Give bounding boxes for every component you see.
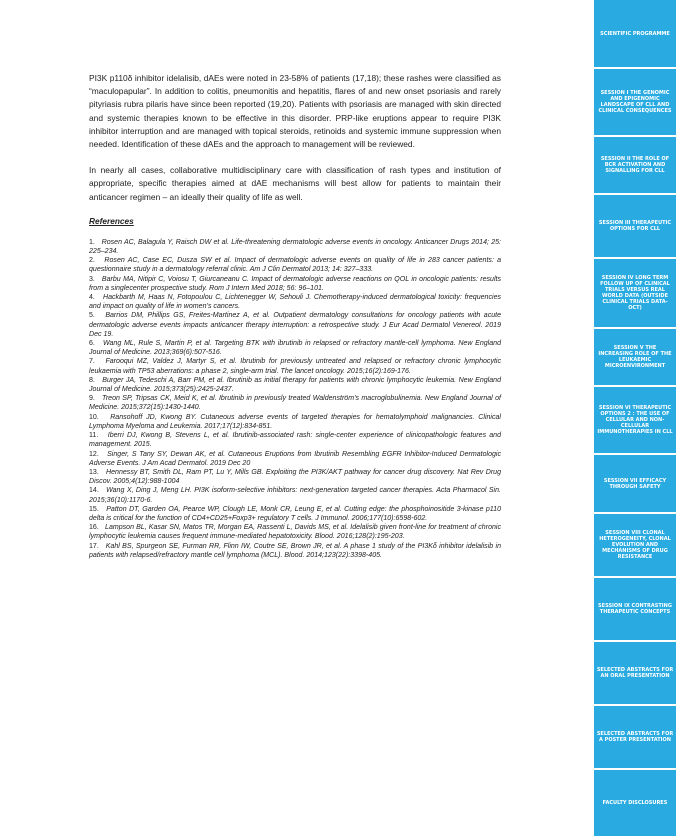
tab-faculty-disclosures[interactable]: FACULTY DISCLOSURES: [594, 770, 676, 836]
tab-session-9[interactable]: SESSION IX CONTRASTING THERAPEUTIC CONCEPTS: [594, 578, 676, 640]
reference-text: Wang ML, Rule S, Martin P, et al. Targeting BTK with ibrutinib in relapsed or refractory mantle-cell lymphoma. New England Journal of Medicine. 2013;369(6):507-516.: [89, 340, 501, 357]
reference-number: 3.: [89, 275, 95, 283]
reference-text: Lampson BL, Kasar SN, Matos TR, Morgan EA, Rassenti L, Davids MS, et al. Idelalisib given front-line for treatment of chronic lymphocytic leukemia causes frequent immune-mediated hepatotoxicity. Blood. 2016;128(2):195-203.: [89, 524, 502, 541]
reference-item: [89, 523, 501, 541]
reference-number: 11.: [89, 432, 99, 440]
tab-selected-abstracts-poster[interactable]: SELECTED ABSTRACTS FOR A POSTER PRESENTATION: [594, 706, 676, 768]
reference-number: 2.: [89, 257, 95, 265]
reference-number: 17.: [89, 542, 99, 550]
reference-text: Patton DT, Garden OA, Pearce WP, Clough LE, Monk CR, Leung E, et al. Cutting edge: the phosphoinositide 3-kinase p110 delta is critical for the function of CD4+CD25+Foxp3+ regulatory T cells. J Immunol. 2006;177(10):6598-602.: [89, 505, 501, 522]
reference-text: Ransohoff JD, Kwong BY. Cutaneous adverse events of targeted therapies for hematolymphoid malignancies. Clinical Lymphoma Myeloma and Leukemia. 2017;17(12):834-851.: [89, 413, 502, 430]
reference-item: [89, 394, 501, 412]
reference-number: 14.: [89, 487, 99, 495]
reference-text: Rosen AC, Balagula Y, Raisch DW et al. Life-threatening dermatologic adverse events in oncology. Anticancer Drugs 2014; 25: 225–234.: [89, 238, 502, 256]
reference-number: 15.: [89, 505, 99, 513]
reference-item: [89, 275, 501, 293]
main-content: [89, 72, 501, 560]
body-paragraph-2: In nearly all cases, collaborative multidisciplinary care with classification of rash types and institution of appropriate, specific therapies aimed at dAE mechanisms will best allow for patients to maintain their anticancer regimen – an ideally their quality of life as well.: [89, 165, 501, 202]
reference-item: [89, 376, 501, 394]
reference-item: [89, 542, 501, 560]
reference-text: Hackbarth M, Haas N, Fotopoulou C, Lichtenegger W, Sehouli J. Chemotherapy-induced dermatological toxicity: frequencies and impact on quality of life in women’s cancers.: [89, 294, 502, 311]
reference-number: 13.: [89, 468, 99, 476]
reference-number: 6.: [89, 340, 95, 348]
reference-text: Burger JA, Tedeschi A, Barr PM, et al. Ibrutinib as initial therapy for patients with chronic lymphocytic leukemia. New England Journal of Medicine. 2015;373(25):2425-2437.: [89, 376, 502, 394]
reference-text: Kahl BS, Spurgeon SE, Furman RR, Flinn IW, Coutre SE, Brown JR, et al. A phase 1 study of the PI3Kδ inhibitor idelalisib in patients with relapsed/refractory mantle cell lymphoma (MCL). Blood. 2014;123(22):3398-405.: [89, 542, 501, 559]
references-list: [89, 238, 501, 560]
references-heading: References: [89, 215, 134, 226]
tab-session-3[interactable]: SESSION III THERAPEUTIC OPTIONS FOR CLL: [594, 195, 676, 257]
reference-text: Wang X, Ding J, Meng LH. PI3K isoform-selective inhibitors: next-generation targeted cancer therapies. Acta Pharmacol Sin. 2015;36(10):1170-6.: [89, 487, 501, 504]
reference-number: 9.: [89, 395, 95, 403]
reference-number: 7.: [89, 358, 95, 366]
reference-item: [89, 450, 501, 468]
reference-item: [89, 468, 501, 486]
reference-text: Iberri DJ, Kwong B, Stevens L, et al. Ibrutinib-associated rash: single-center experience of clinicopathologic features and management. 2015.: [89, 432, 502, 449]
reference-text: Farooqui MZ, Valdez J, Martyr S, et al. Ibrutinib for previously untreated and relapsed or refractory chronic lymphocytic leukaemia with TP53 aberrations: a phase 2, single-arm trial. The lancet oncology. 2015;16(2):169-176.: [89, 358, 502, 375]
reference-number: 8.: [89, 376, 95, 384]
tab-session-2[interactable]: SESSION II THE ROLE OF BCR ACTIVATION AND SIGNALLING FOR CLL: [594, 137, 676, 193]
reference-number: 16.: [89, 524, 99, 532]
reference-item: [89, 293, 501, 311]
reference-item: [89, 505, 501, 523]
reference-text: Hennessy BT, Smith DL, Ram PT, Lu Y, Mills GB. Exploiting the PI3K/AKT pathway for cancer drug discovery. Nat Rev Drug Discov. 2005;4(12):988-1004: [89, 468, 501, 486]
reference-number: 1.: [89, 238, 95, 246]
reference-number: 5.: [89, 312, 95, 320]
reference-item: [89, 357, 501, 375]
tab-session-6[interactable]: SESSION VI THERAPEUTIC OPTIONS 2 : THE USE OF CELLULAR AND NON-CELLULAR IMMUNOTHERAPIES IN CLL: [594, 387, 676, 453]
tab-scientific-programme[interactable]: SCIENTIFIC PROGRAMME: [594, 0, 676, 67]
reference-number: 12.: [89, 450, 99, 458]
reference-text: Singer, S Tany SY, Dewan AK, et al. Cutaneous Eruptions from Ibrutinib Resembling EGFR Inhibitor-Induced Dermatologic Adverse Events. J Am Acad Dermatol. 2019 Dec 20: [89, 450, 502, 467]
reference-number: 10.: [89, 413, 99, 421]
section-navigation-sidebar: [590, 0, 676, 836]
tab-session-4[interactable]: SESSION IV LONG TERM FOLLOW UP OF CLINICAL TRIALS VERSUS REAL WORLD DATA (OUTSIDE CLINICAL TRIALS DATA-OCT): [594, 259, 676, 327]
tab-session-8[interactable]: SESSION VIII CLONAL HETEROGENEITY, CLONAL EVOLUTION AND MECHANISMS OF DRUG RESISTANCE: [594, 514, 676, 576]
reference-item: [89, 238, 501, 256]
tab-selected-abstracts-oral[interactable]: SELECTED ABSTRACTS FOR AN ORAL PRESENTATION: [594, 642, 676, 704]
reference-item: [89, 486, 501, 504]
reference-item: [89, 256, 501, 274]
reference-text: Rosen AC, Case EC, Dusza SW et al. Impact of dermatologic adverse events on quality of life in 283 cancer patients: a questionnaire study in a dermatology referral clinic. Am J Clin Dermatol 2013; 14: 327–333.: [89, 257, 502, 274]
tab-session-1[interactable]: SESSION I THE GENOMIC AND EPIGENOMIC LANDSCAPE OF CLL AND CLINICAL CONSEQUENCES: [594, 69, 676, 135]
reference-text: Barbu MA, Nitipir C, Voiosu T, Giurcaneanu C. Impact of dermatologic adverse reactions on QOL in oncologic patients: results from a singlecenter prospective study. Rom J Intern Med 2018; 56: 96–101.: [89, 275, 501, 292]
body-paragraph-1: PI3K p110δ inhibitor idelalisib, dAEs were noted in 23-58% of patients (17,18); these rashes were classified as “maculopapular”. In addition to colitis, pneumonitis and hepatitis, flares of and new onset psoriasis and rarely pityriasis rubra pilaris have since been reported (19,20). Patients with psoriasis are managed with skin directed and systemic therapies known to be effective in this disorder. PRP-like eruptions appear to require PI3K inhibitor interruption and are managed with topical steroids, retinoids and systemic immune suppression when needed. Identification of these dAEs and the approach to management will be reviewed.: [89, 73, 501, 150]
reference-number: 4.: [89, 294, 95, 302]
reference-item: [89, 413, 501, 431]
reference-item: [89, 311, 501, 339]
reference-item: [89, 431, 501, 449]
reference-text: Barrios DM, Phillips GS, Freites-Martinez A, et al. Outpatient dermatology consultations for oncology patients with acute dermatologic adverse events impacts anticancer therapy interruption: a retrospective study. J Eur Acad Dermatol Venereol. 2019 Dec 19.: [89, 312, 502, 338]
reference-text: Treon SP, Tripsas CK, Meid K, et al. Ibrutinib in previously treated Waldenström’s macroglobulinemia. New England Journal of Medicine. 2015;372(15):1430-1440.: [89, 395, 502, 412]
tab-session-7[interactable]: SESSION VII EFFICACY THROUGH SAFETY: [594, 455, 676, 512]
tab-session-5[interactable]: SESSION V THE INCREASING ROLE OF THE LEUKAEMIC MICROENVIRONMENT: [594, 329, 676, 385]
reference-item: [89, 339, 501, 357]
